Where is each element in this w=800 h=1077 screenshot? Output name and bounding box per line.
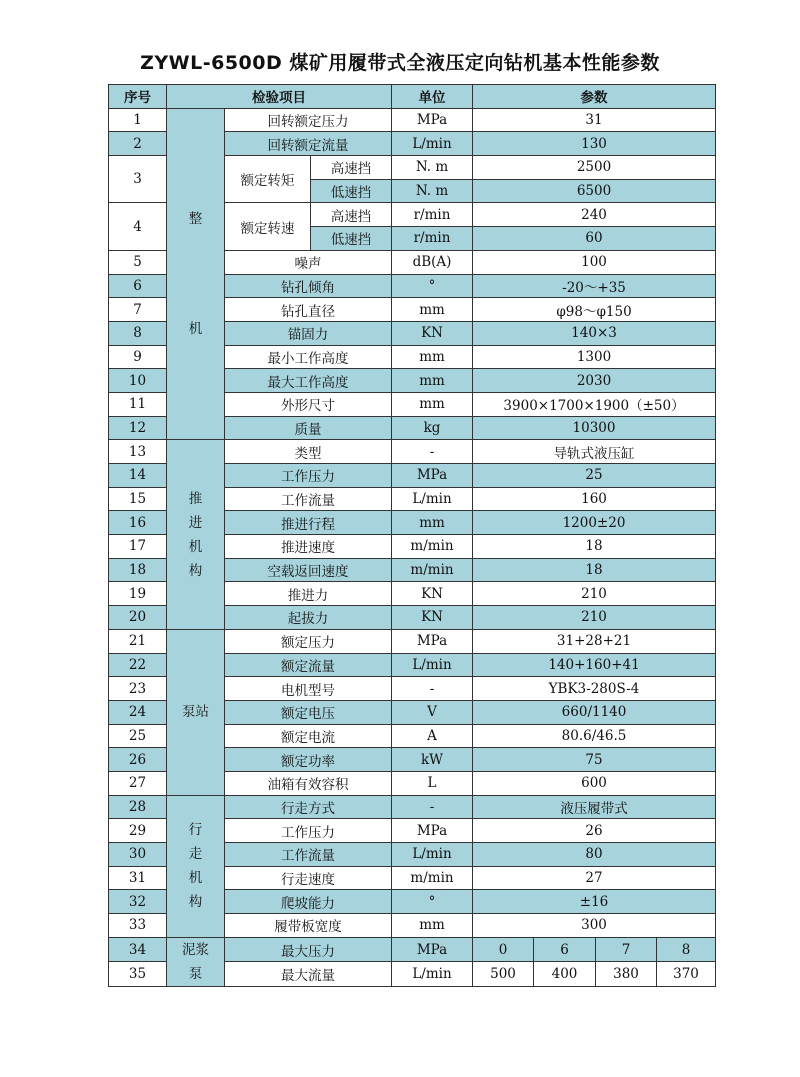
value-cell: 2500 [473,156,716,180]
value-cell: 370 [657,962,716,987]
unit-cell: mm [392,369,473,393]
value-cell: 130 [473,132,716,156]
row-number: 31 [109,866,167,890]
row-number: 22 [109,653,167,677]
group-label-line: 泥浆 [182,941,209,958]
row-number: 9 [109,345,167,369]
value-cell: 31 [473,108,716,132]
unit-cell: mm [392,914,473,938]
unit-cell: r/min [392,203,473,227]
document-title: ZYWL-6500D 煤矿用履带式全液压定向钻机基本性能参数 [140,52,660,74]
unit-cell: L/min [392,487,473,511]
row-number: 26 [109,748,167,772]
value-cell: 660/1140 [473,700,716,724]
item-label: 回转额定压力 [225,108,392,132]
item-label: 类型 [225,440,392,464]
row-number: 13 [109,440,167,464]
item-label: 起拔力 [225,606,392,630]
item-label: 行走方式 [225,795,392,819]
group-label-line: 进 [188,514,203,531]
unit-cell: mm [392,345,473,369]
row-number: 17 [109,535,167,559]
unit-cell: L/min [392,653,473,677]
unit-cell: MPa [392,819,473,843]
unit-cell: N. m [392,179,473,203]
row-number: 29 [109,819,167,843]
item-label: 钻孔直径 [225,298,392,322]
row-number: 28 [109,795,167,819]
row-number: 2 [109,132,167,156]
group-label-line: 构 [188,562,203,579]
unit-cell: r/min [392,227,473,251]
item-label: 额定压力 [225,629,392,653]
unit-cell: KN [392,321,473,345]
row-number: 25 [109,724,167,748]
group-label-pump [167,629,225,795]
value-cell: ±16 [473,890,716,914]
row-number: 3 [109,156,167,203]
value-cell: 75 [473,748,716,772]
value-cell: 18 [473,535,716,559]
table-row [109,937,716,962]
value-cell: 10300 [473,416,716,440]
value-cell: φ98～φ150 [473,298,716,322]
item-label: 噪声 [225,250,392,274]
row-number: 20 [109,606,167,630]
unit-cell: - [392,440,473,464]
row-number: 19 [109,582,167,606]
row-number: 34 [109,937,167,962]
unit-cell: kg [392,416,473,440]
value-cell: 31+28+21 [473,629,716,653]
value-cell: 600 [473,771,716,795]
value-cell: 160 [473,487,716,511]
item-label: 高速挡 [311,203,392,227]
unit-cell: mm [392,511,473,535]
row-number: 30 [109,843,167,867]
unit-cell: m/min [392,558,473,582]
unit-cell: mm [392,392,473,416]
row-number: 23 [109,677,167,701]
value-cell: 240 [473,203,716,227]
row-number: 14 [109,464,167,488]
unit-cell: L/min [392,132,473,156]
value-cell: 100 [473,250,716,274]
row-number: 27 [109,771,167,795]
group-label-line: 机 [188,321,203,337]
item-label: 最大工作高度 [225,369,392,393]
item-label: 质量 [225,416,392,440]
value-cell: 210 [473,582,716,606]
unit-cell: L/min [392,843,473,867]
header-item: 检验项目 [167,85,392,109]
item-label: 最小工作高度 [225,345,392,369]
unit-cell: dB(A) [392,250,473,274]
value-cell: 380 [596,962,657,987]
group-label-line: 构 [188,894,203,911]
value-cell: -20～+35 [473,274,716,298]
group-label-line: 走 [188,846,203,863]
unit-cell: ° [392,274,473,298]
unit-cell: ° [392,890,473,914]
table-row [109,629,716,653]
unit-cell: N. m [392,156,473,180]
row-number: 1 [109,108,167,132]
value-cell: 8 [657,937,716,962]
group-label-line: 泵 [188,965,203,982]
item-label: 最大流量 [225,962,392,987]
value-cell: 0 [473,937,534,962]
item-label: 爬坡能力 [225,890,392,914]
item-label: 工作压力 [225,464,392,488]
unit-cell: KN [392,582,473,606]
value-cell: 3900×1700×1900（±50） [473,392,716,416]
value-cell: 7 [596,937,657,962]
row-number: 21 [109,629,167,653]
table-header-row [109,85,716,109]
value-cell: 140×3 [473,321,716,345]
header-unit: 单位 [392,85,473,109]
unit-cell: - [392,795,473,819]
value-cell: 导轨式液压缸 [473,440,716,464]
value-cell: 80.6/46.5 [473,724,716,748]
value-cell: 25 [473,464,716,488]
value-cell: 6 [534,937,596,962]
value-cell: 400 [534,962,596,987]
row-number: 11 [109,392,167,416]
group-label-line: 泵站 [182,704,209,721]
item-label: 推进力 [225,582,392,606]
value-cell: 18 [473,558,716,582]
row-number: 32 [109,890,167,914]
header-no: 序号 [109,85,167,109]
unit-cell: MPa [392,629,473,653]
unit-cell: KN [392,606,473,630]
item-label: 电机型号 [225,677,392,701]
item-label: 外形尺寸 [225,392,392,416]
value-cell: 80 [473,843,716,867]
item-label: 锚固力 [225,321,392,345]
value-cell: 210 [473,606,716,630]
value-cell: 27 [473,866,716,890]
value-cell: 1200±20 [473,511,716,535]
item-label: 工作压力 [225,819,392,843]
value-cell: 液压履带式 [473,795,716,819]
item-label: 额定流量 [225,653,392,677]
item-label: 额定电压 [225,700,392,724]
sub-group-label: 额定转矩 [225,156,311,203]
row-number: 4 [109,203,167,250]
unit-cell: MPa [392,108,473,132]
group-label-line: 行 [188,822,203,839]
item-label: 推进行程 [225,511,392,535]
row-number: 8 [109,321,167,345]
value-cell: 1300 [473,345,716,369]
item-label: 额定电流 [225,724,392,748]
item-label: 行走速度 [225,866,392,890]
row-number: 6 [109,274,167,298]
item-label: 回转额定流量 [225,132,392,156]
value-cell: 60 [473,227,716,251]
unit-cell: mm [392,298,473,322]
row-number: 15 [109,487,167,511]
item-label: 油箱有效容积 [225,771,392,795]
group-label-line: 机 [188,870,203,887]
value-cell: 140+160+41 [473,653,716,677]
item-label: 最大压力 [225,937,392,962]
unit-cell: V [392,700,473,724]
item-label: 工作流量 [225,843,392,867]
row-number: 18 [109,558,167,582]
item-label: 额定功率 [225,748,392,772]
row-number: 10 [109,369,167,393]
item-label: 履带板宽度 [225,914,392,938]
group-label-line: 机 [188,538,203,555]
item-label: 低速挡 [311,227,392,251]
row-number: 7 [109,298,167,322]
row-number: 33 [109,914,167,938]
group-label-line: 推 [188,490,203,507]
item-label: 推进速度 [225,535,392,559]
unit-cell: L [392,771,473,795]
unit-cell: L/min [392,962,473,987]
value-cell: 2030 [473,369,716,393]
value-cell: YBK3-280S-4 [473,677,716,701]
unit-cell: - [392,677,473,701]
row-number: 16 [109,511,167,535]
table-row [109,440,716,464]
value-cell: 6500 [473,179,716,203]
header-value: 参数 [473,85,716,109]
row-number: 24 [109,700,167,724]
item-label: 钻孔倾角 [225,274,392,298]
table-row [109,108,716,132]
group-label-machine [167,108,225,440]
unit-cell: MPa [392,937,473,962]
unit-cell: MPa [392,464,473,488]
unit-cell: kW [392,748,473,772]
item-label: 工作流量 [225,487,392,511]
unit-cell: m/min [392,535,473,559]
row-number: 35 [109,962,167,987]
value-cell: 26 [473,819,716,843]
table-row [109,795,716,819]
unit-cell: A [392,724,473,748]
value-cell: 300 [473,914,716,938]
unit-cell: m/min [392,866,473,890]
group-label-line: 整 [188,211,203,227]
group-label-mud [167,937,225,986]
spec-table [108,84,716,987]
item-label: 空载返回速度 [225,558,392,582]
group-label-propel [167,440,225,630]
sub-group-label: 额定转速 [225,203,311,250]
row-number: 12 [109,416,167,440]
value-cell: 500 [473,962,534,987]
item-label: 高速挡 [311,156,392,180]
item-label: 低速挡 [311,179,392,203]
group-label-travel [167,795,225,937]
row-number: 5 [109,250,167,274]
